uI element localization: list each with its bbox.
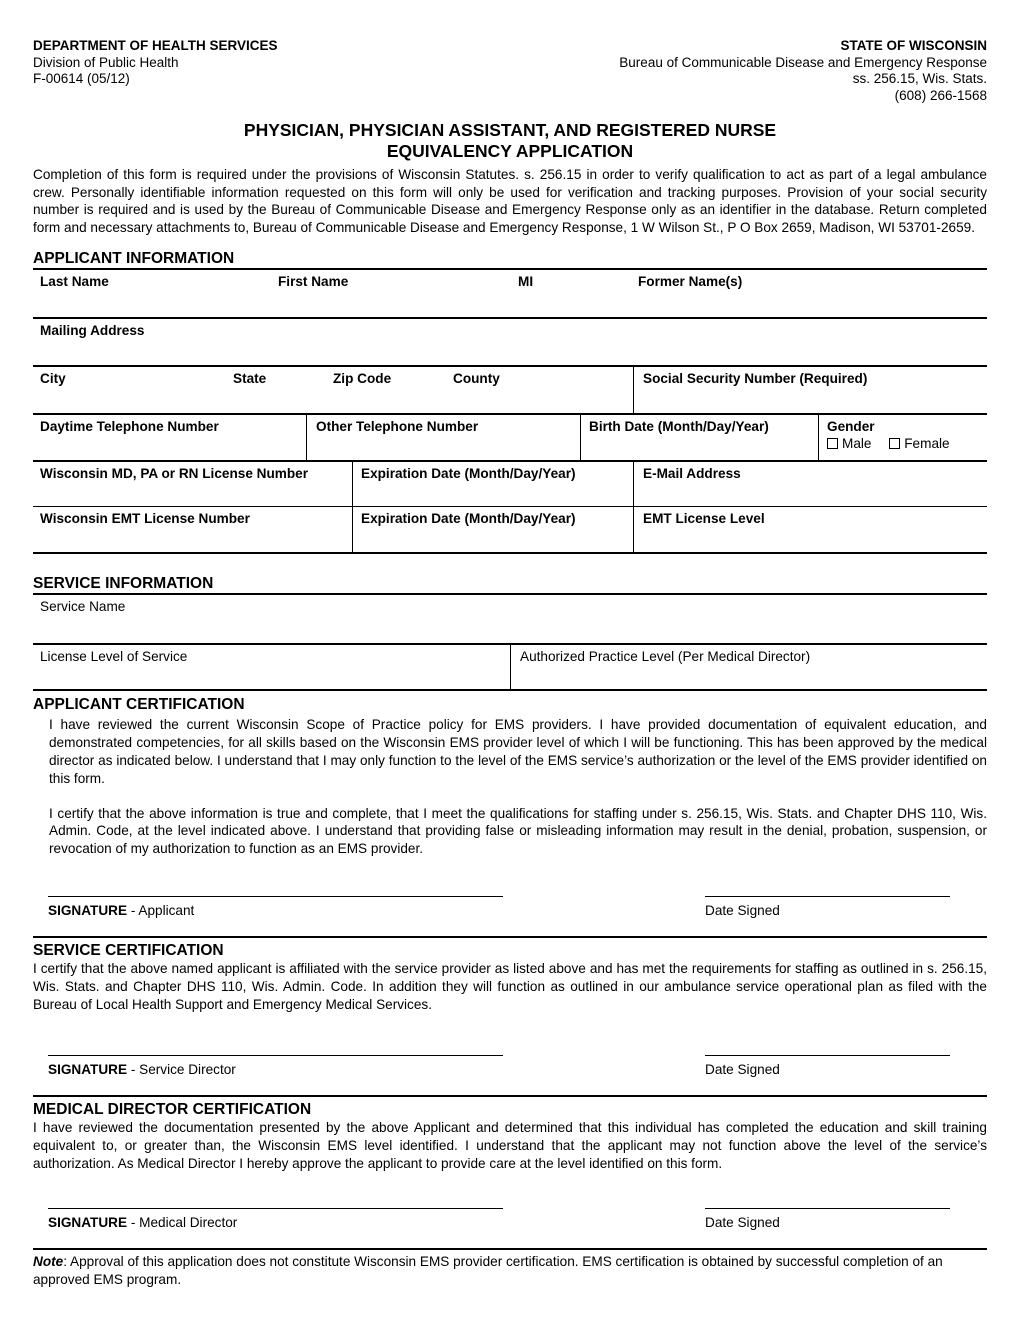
label-male: Male xyxy=(842,436,872,452)
signature-caption-applicant: SIGNATURE - Applicant xyxy=(48,902,195,918)
row-service-name xyxy=(33,595,987,643)
document-header xyxy=(33,38,987,104)
label-email-address: E-Mail Address xyxy=(643,466,741,482)
label-mi: MI xyxy=(518,274,534,290)
division-name: Division of Public Health xyxy=(33,54,179,70)
signature-line-service-director[interactable] xyxy=(48,1055,503,1056)
label-first-name: First Name xyxy=(278,274,349,290)
label-female: Female xyxy=(904,436,950,452)
row-city-state-zip xyxy=(33,365,987,413)
medical-director-certification-paragraph: I have reviewed the documentation presented by the above Applicant and determined that this individual has completed the education and skill training equivalent to, or greater than, the Wisconsin EMS level identified. I understand that the applicant may not function above the level of the service’s authorization. As Medical Director I hereby approve the applicant to provide care at the level identified on this form. xyxy=(33,1120,987,1171)
signature-line-medical-director[interactable] xyxy=(48,1208,503,1209)
label-daytime-telephone: Daytime Telephone Number xyxy=(40,419,219,435)
section-heading-medical-director-certification: MEDICAL DIRECTOR CERTIFICATION xyxy=(33,1101,312,1119)
label-county: County xyxy=(453,371,500,387)
signature-caption-medical-director: SIGNATURE - Medical Director xyxy=(48,1214,238,1230)
label-state: State xyxy=(233,371,267,387)
row-name xyxy=(33,270,987,317)
checkbox-male-icon[interactable] xyxy=(827,438,838,449)
date-line-applicant[interactable] xyxy=(705,896,950,897)
label-emt-license-number: Wisconsin EMT License Number xyxy=(40,511,250,527)
signature-caption-service-director: SIGNATURE - Service Director xyxy=(48,1062,236,1078)
date-signed-caption-applicant: Date Signed xyxy=(705,902,780,918)
applicant-certification-paragraph-2: I certify that the above information is true and complete, that I meet the qualifications for staffing under s. 256.15, Wis. Stats. and Chapter DHS 110, Wis. Admin. Code, at the level indicated above. I understand that providing false or misleading information may result in the denial, probation, suspension, or revocation of my authorization to function as an EMS provider. xyxy=(49,805,987,857)
footer-note xyxy=(33,1250,987,1289)
label-license-expiration-date: Expiration Date (Month/Day/Year) xyxy=(361,466,576,482)
divider-email xyxy=(633,462,634,506)
section-heading-applicant-information: APPLICANT INFORMATION xyxy=(33,246,987,270)
page-title-line2: EQUIVALENCY APPLICATION xyxy=(386,141,634,161)
row-mailing-address xyxy=(33,317,987,365)
intro-paragraph: Completion of this form is required under the provisions of Wisconsin Statutes. s. 256.15 in order to verify qualification to act as part of a legal ambulance crew. Personally identifiable information requested on this form will only be used for verification and tracking purposes. Provision of your social security number is required and is used by the Bureau of Communicable Disease and Emergency Response only as an identifier in the database. Return completed form and necessary attachments to, Bureau of Communicable Disease and Emergency Response, 1 W Wilson St., P O Box 2659, Madison, WI 53701-2659. xyxy=(33,167,987,235)
header-left-block xyxy=(33,38,278,88)
label-last-name: Last Name xyxy=(40,274,109,290)
divider-emt-level xyxy=(633,507,634,552)
divider-gender xyxy=(818,415,819,460)
date-signed-caption-service-director: Date Signed xyxy=(705,1062,780,1078)
footer-note-label: Note xyxy=(33,1253,64,1269)
divider-license-expiration xyxy=(352,462,353,506)
service-certification-paragraph: I certify that the above named applicant is affiliated with the service provider as listed above and has met the requirements for staffing as outlined in s. 256.15, Wis. Stats. and Chapter DHS 110, Wis. Admin. Code. In addition they will function as outlined in our ambulance service operational plan as filed with the Bureau of Local Health Support and Emergency Medical Services. xyxy=(33,960,987,1012)
divider-emt-expiration xyxy=(352,507,353,552)
date-signed-caption-medical-director: Date Signed xyxy=(705,1214,780,1230)
signature-line-applicant[interactable] xyxy=(48,896,503,897)
label-ssn: Social Security Number (Required) xyxy=(643,371,868,387)
department-name: DEPARTMENT OF HEALTH SERVICES xyxy=(33,38,278,53)
signature-block-applicant xyxy=(33,884,987,936)
label-md-pa-rn-license: Wisconsin MD, PA or RN License Number xyxy=(40,466,309,482)
row-emt-license xyxy=(33,506,987,552)
divider-authorized-practice-level xyxy=(510,645,511,689)
header-right-block xyxy=(619,38,987,104)
label-city: City xyxy=(40,371,66,387)
label-gender: Gender xyxy=(827,419,875,435)
section-heading-service-certification: SERVICE CERTIFICATION xyxy=(33,941,224,959)
label-authorized-practice-level: Authorized Practice Level (Per Medical Director) xyxy=(520,649,811,665)
bureau-name: Bureau of Communicable Disease and Emergency Response xyxy=(619,54,987,70)
divider-ssn xyxy=(633,367,634,413)
form-number: F-00614 (05/12) xyxy=(33,71,130,86)
row-service-levels xyxy=(33,643,987,689)
label-mailing-address: Mailing Address xyxy=(40,323,145,339)
label-license-level-of-service: License Level of Service xyxy=(40,649,188,665)
page-title-line1: PHYSICIAN, PHYSICIAN ASSISTANT, AND REGISTERED NURSE xyxy=(243,120,777,140)
label-service-name: Service Name xyxy=(40,599,126,615)
signature-block-medical-director xyxy=(33,1196,987,1248)
label-zip-code: Zip Code xyxy=(333,371,392,387)
divider-birth-date xyxy=(580,415,581,460)
label-birth-date: Birth Date (Month/Day/Year) xyxy=(589,419,769,435)
date-line-service-director[interactable] xyxy=(705,1055,950,1056)
phone-number: (608) 266-1568 xyxy=(894,87,987,103)
label-emt-license-level: EMT License Level xyxy=(643,511,765,527)
date-line-medical-director[interactable] xyxy=(705,1208,950,1209)
label-emt-expiration-date: Expiration Date (Month/Day/Year) xyxy=(361,511,576,527)
label-other-telephone: Other Telephone Number xyxy=(316,419,479,435)
section-heading-applicant-certification: APPLICANT CERTIFICATION xyxy=(33,696,245,714)
section-heading-service-information: SERVICE INFORMATION xyxy=(33,571,987,595)
signature-block-service-director xyxy=(33,1043,987,1095)
gender-option-female[interactable] xyxy=(889,436,949,451)
divider-other-phone xyxy=(306,415,307,460)
footer-note-text: : Approval of this application does not constitute Wisconsin EMS provider certification. EMS certification is obtained by successful completion of an approved EMS program. xyxy=(33,1253,943,1287)
row-phone-birth-gender xyxy=(33,413,987,460)
label-former-names: Former Name(s) xyxy=(638,274,743,290)
state-name: STATE OF WISCONSIN xyxy=(840,38,987,53)
checkbox-female-icon[interactable] xyxy=(889,438,900,449)
gender-options xyxy=(827,436,964,451)
gender-option-male[interactable] xyxy=(827,436,871,451)
applicant-certification-paragraph-1: I have reviewed the current Wisconsin Scope of Practice policy for EMS providers. I have provided documentation of equivalent education, and demonstrated competencies, for all skills based on the Wisconsin EMS provider level of which I will be functioning. This has been approved by the medical director as indicated below. I understand that I may only function to the level of the EMS service’s authorization or the level of the EMS provider identified on this form. xyxy=(49,717,987,786)
row-professional-license xyxy=(33,460,987,506)
form-page xyxy=(33,38,987,1288)
statute-reference: ss. 256.15, Wis. Stats. xyxy=(852,71,987,86)
